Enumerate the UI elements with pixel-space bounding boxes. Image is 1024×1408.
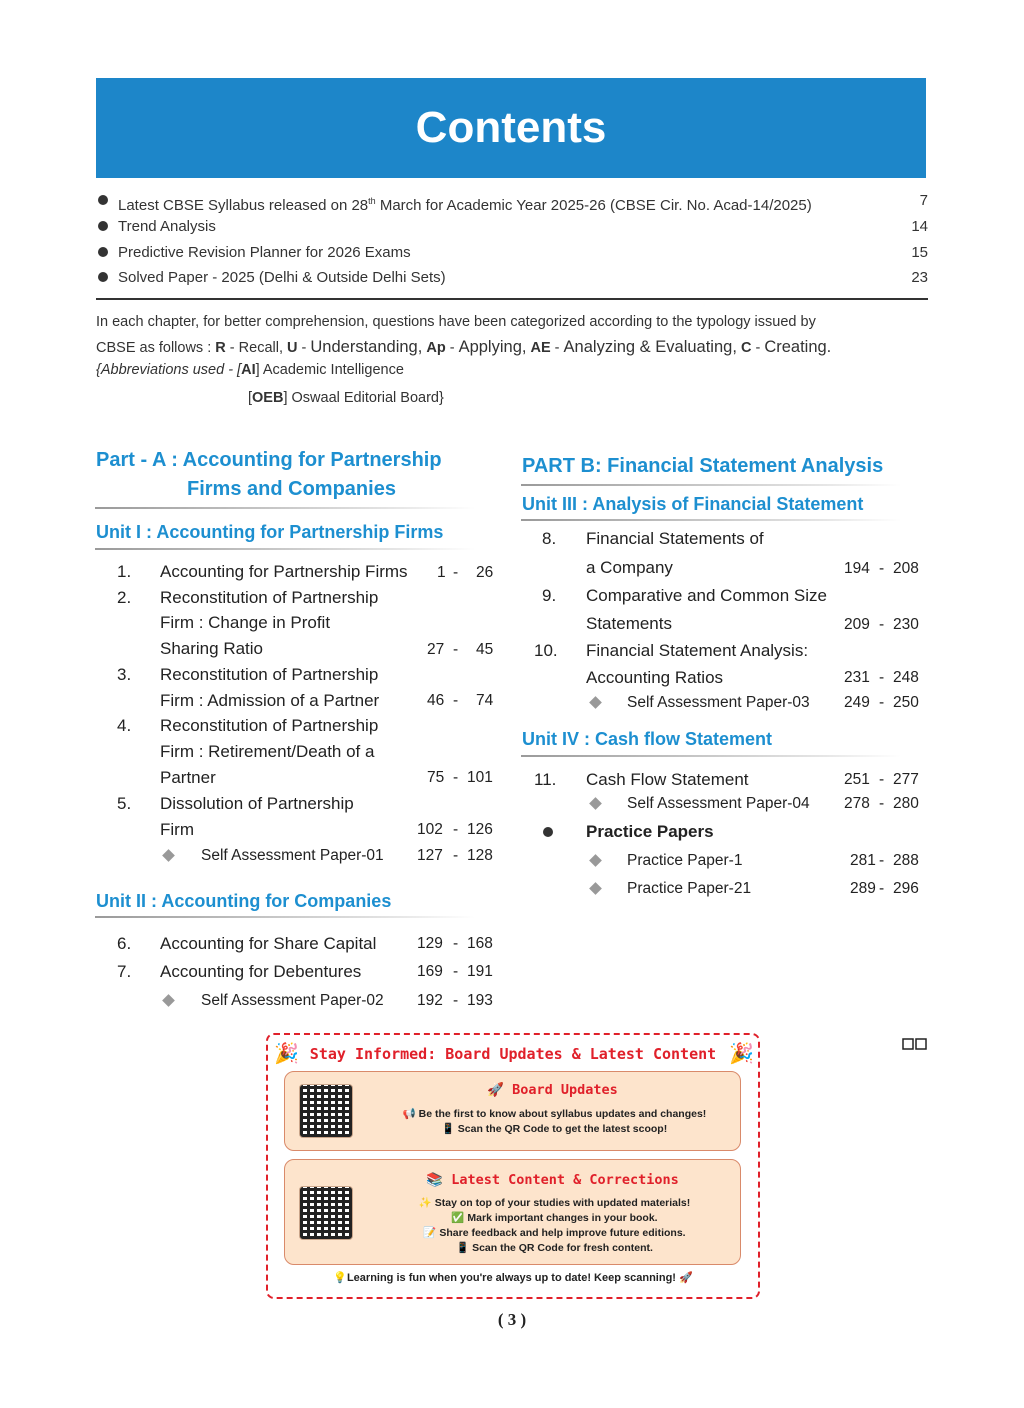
page-from: 278 [844,795,870,812]
page-from: 209 [844,616,870,633]
phone-icon: 📱 [456,1242,470,1254]
underline [521,755,901,757]
top-item-page: 23 [911,269,928,286]
item-title: Firm [160,820,194,839]
unit-1-title: Unit I : Accounting for Partnership Firms [96,522,444,542]
item-number: 1. [117,562,132,581]
page-to: 250 [893,694,919,711]
page-from: 75 [427,769,445,786]
diamond-icon [589,854,602,867]
bullet-icon [98,195,108,205]
sparkles-icon: ✨ [418,1197,432,1209]
item-number: 11. [534,770,557,789]
phone-icon: 📱 [441,1123,455,1135]
part-b-title: PART B: Financial Statement Analysis [522,455,884,477]
promo-footer: 💡Learning is fun when you're always up to date! Keep scanning! 🚀 [333,1272,693,1284]
page-from: 1 [437,564,446,581]
page-to: 101 [467,769,493,786]
item-title: Reconstitution of Partnership [160,716,379,735]
bullet-icon [98,247,108,257]
page-from: 194 [844,560,870,577]
bullet-icon [98,221,108,231]
underline [95,548,475,550]
page-to: 128 [467,847,493,864]
top-item[interactable] [96,189,928,213]
divider [96,298,928,300]
item-title: Firm : Admission of a Partner [160,691,380,710]
page-from: 46 [427,692,445,709]
item-title: Partner [160,768,216,787]
page-from: 129 [417,935,443,952]
item-number: 2. [117,588,132,607]
top-item-page: 7 [919,192,928,209]
lightbulb-icon: 💡 [333,1272,347,1284]
unit-2-title: Unit II : Accounting for Companies [96,891,392,911]
underline [521,519,901,521]
page-from: 289 [850,880,876,897]
diamond-icon [589,882,602,895]
latest-line: ✅ Mark important changes in your book. [451,1212,658,1224]
qr-code-icon[interactable] [299,1186,353,1240]
board-updates-title: 🚀 Board Updates [487,1082,618,1098]
item-number: 7. [117,962,132,981]
top-item-page: 14 [911,218,928,235]
page-from: 127 [417,847,443,864]
top-item-label: Trend Analysis [118,218,216,235]
megaphone-icon: 📢 [402,1108,416,1120]
item-title: Dissolution of Partnership [160,794,354,813]
item-title: Comparative and Common Size [586,586,827,605]
page-to: 208 [893,560,919,577]
party-popper-icon: 🎉 [729,1043,754,1065]
abbreviation-note-2: [OEB] Oswaal Editorial Board} [248,390,444,406]
unit-3-title: Unit III : Analysis of Financial Statement [522,494,864,514]
practice-papers-title: Practice Papers [586,822,714,841]
note-line-1: In each chapter, for better comprehension, questions have been categorized according to the typology issued by [96,314,816,330]
latest-content-panel [284,1159,741,1265]
page-title: Contents [415,103,607,152]
page-to: 296 [893,880,919,897]
books-icon: 📚 [426,1172,444,1188]
page-number: ( 3 ) [497,1310,527,1329]
part-a-title-line2: Firms and Companies [187,478,396,500]
marker-squares-icon [902,1038,928,1053]
page-to: 45 [476,641,494,658]
page-to: 248 [893,669,919,686]
promo-title: Stay Informed: Board Updates & Latest Content [309,1045,717,1063]
item-title: Practice Paper-1 [627,852,743,869]
item-title: Firm : Retirement/Death of a [160,742,375,761]
item-number: 9. [542,586,557,605]
top-item-label: Predictive Revision Planner for 2026 Exams [118,244,411,261]
item-number: 10. [534,641,558,660]
qr-code-icon[interactable] [299,1084,353,1138]
item-title: Sharing Ratio [160,639,264,658]
rocket-icon: 🚀 [679,1272,693,1284]
board-line: 📱 Scan the QR Code to get the latest scoop! [441,1123,668,1135]
top-item[interactable] [96,266,928,290]
bullet-icon [543,827,553,837]
page-to: 26 [476,564,494,581]
note-line-2: CBSE as follows : R - Recall, U - Understanding, Ap - Applying, AE - Analyzing & Evaluating, C - Creating. [96,338,832,356]
page-from: 281 [850,852,876,869]
page-from: 27 [427,641,445,658]
item-number: 5. [117,794,132,813]
item-title: Self Assessment Paper-02 [201,992,384,1009]
item-number: 8. [542,529,557,548]
contents-banner [96,78,926,178]
underline [95,507,475,509]
item-title: Cash Flow Statement [586,770,749,789]
page-from: 251 [844,771,870,788]
latest-line: 📱 Scan the QR Code for fresh content. [456,1242,653,1254]
item-title: Accounting for Share Capital [160,934,377,953]
page-to: 288 [893,852,919,869]
underline [95,916,475,918]
page-from: 102 [417,821,443,838]
item-number: 3. [117,665,132,684]
item-title: Accounting for Debentures [160,962,362,981]
memo-icon: 📝 [423,1227,437,1239]
board-line: 📢 Be the first to know about syllabus updates and changes! [402,1108,707,1120]
item-title: Statements [586,614,672,633]
page-to: 191 [467,963,493,980]
latest-line: 📝 Share feedback and help improve future editions. [423,1227,686,1239]
latest-content-title: 📚 Latest Content & Corrections [426,1172,679,1188]
board-updates-panel [284,1071,741,1151]
diamond-icon [162,994,175,1007]
diamond-icon [589,696,602,709]
page-to: 277 [893,771,919,788]
promo-box [266,1033,760,1299]
item-title: Self Assessment Paper-01 [201,847,384,864]
page-from: 192 [417,992,443,1009]
page-from: 231 [844,669,870,686]
diamond-icon [589,797,602,810]
top-item[interactable] [96,215,928,239]
underline [521,484,901,486]
party-popper-icon: 🎉 [274,1043,299,1065]
item-title: Practice Paper-21 [627,880,752,897]
abbreviation-note: {Abbreviations used - [AI] Academic Intelligence [96,362,404,378]
item-title: Firm : Change in Profit [160,613,331,632]
item-title: Financial Statement Analysis: [586,641,809,660]
part-a-title: Part - A : Accounting for Partnership [96,449,442,471]
item-title: Self Assessment Paper-04 [627,795,810,812]
rocket-icon: 🚀 [487,1082,504,1098]
diamond-icon [162,849,175,862]
item-title: Accounting Ratios [586,668,724,687]
page-to: 126 [467,821,493,838]
page-from: 249 [844,694,870,711]
item-number: 4. [117,716,132,735]
page-to: 168 [467,935,493,952]
item-title: Financial Statements of [586,529,764,548]
bullet-icon [98,272,108,282]
top-item-label: Solved Paper - 2025 (Delhi & Outside Delhi Sets) [118,269,446,286]
top-item-page: 15 [911,244,928,261]
item-number: 6. [117,934,132,953]
page-from: 169 [417,963,443,980]
item-title: Reconstitution of Partnership [160,588,379,607]
latest-line: ✨ Stay on top of your studies with updated materials! [418,1197,691,1209]
top-item-label: Latest CBSE Syllabus released on 28th March for Academic Year 2025-26 (CBSE Cir. No. Acad-14/2025) [118,196,812,214]
unit-4-title: Unit IV : Cash flow Statement [522,729,773,749]
item-title: Reconstitution of Partnership [160,665,379,684]
item-title: a Company [586,558,673,577]
page-to: 74 [476,692,494,709]
page-to: 193 [467,992,493,1009]
page-to: 280 [893,795,919,812]
check-icon: ✅ [451,1212,465,1224]
top-item[interactable] [96,241,928,265]
item-title: Accounting for Partnership Firms [160,562,408,581]
page-to: 230 [893,616,919,633]
item-title: Self Assessment Paper-03 [627,694,810,711]
